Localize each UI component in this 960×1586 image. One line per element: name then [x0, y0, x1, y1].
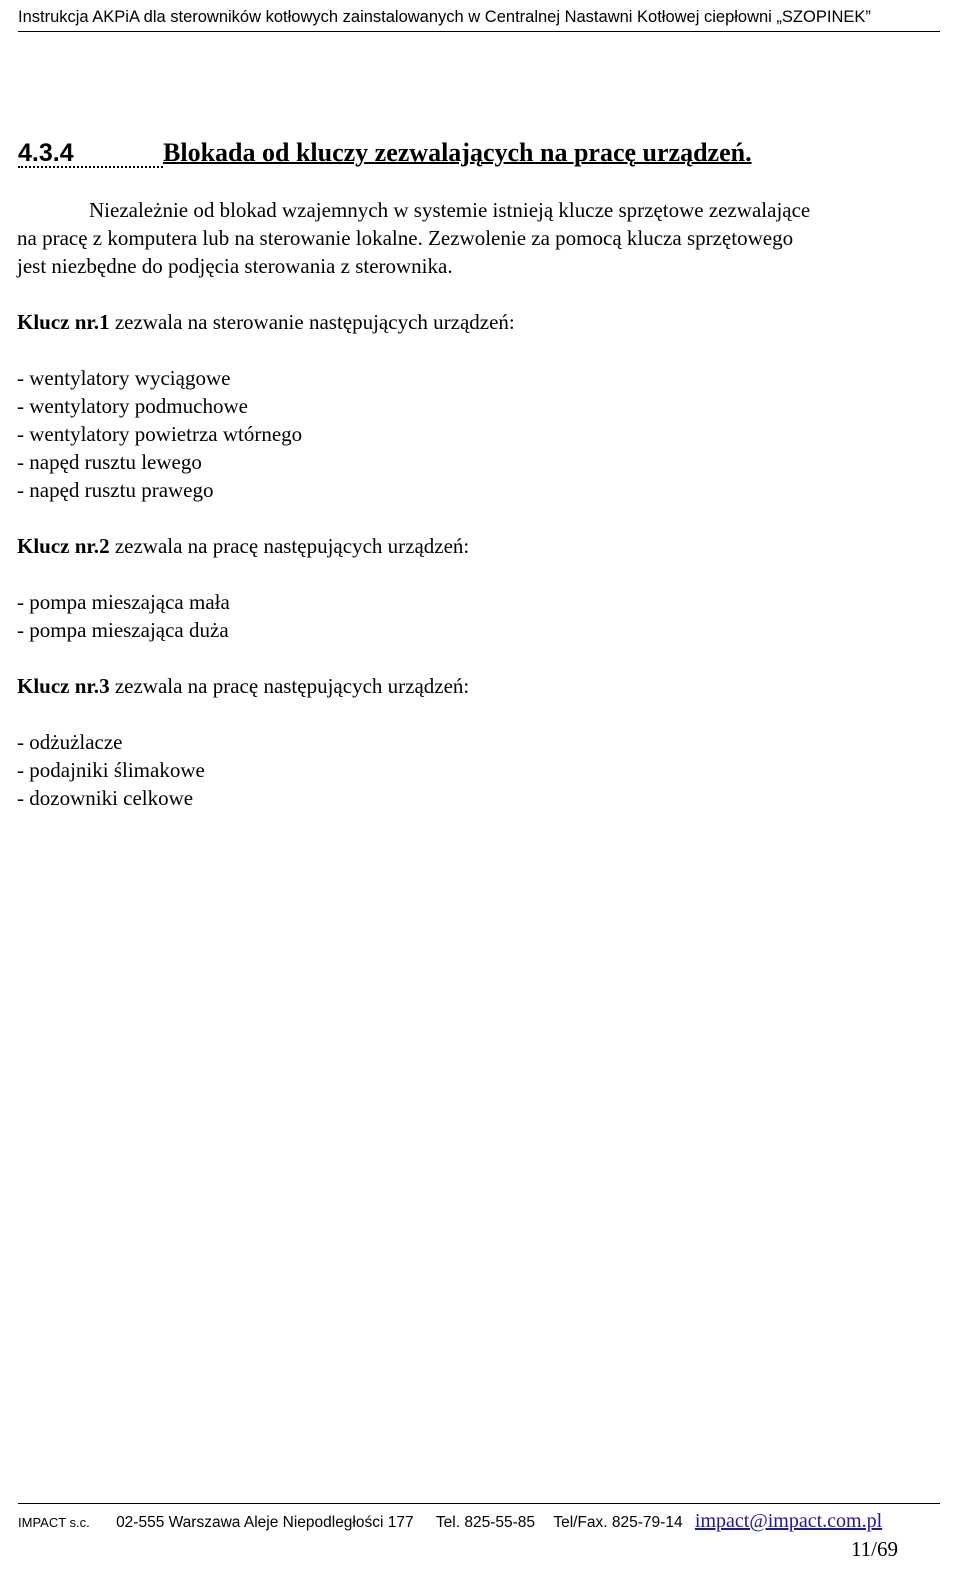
- key-1-device-list: [17, 364, 942, 504]
- intro-line: na pracę z komputera lub na sterowanie lokalne. Zezwolenie za pomocą klucza sprzętowego: [17, 226, 794, 250]
- key-label-text: Klucz nr.: [17, 310, 100, 334]
- list-item: - dozowniki celkowe: [17, 786, 194, 810]
- intro-paragraph: [17, 196, 942, 280]
- footer-company: IMPACT s.c.: [18, 1515, 90, 1530]
- key-number: 1: [99, 310, 110, 334]
- key-2-line: [17, 532, 942, 560]
- list-item: - napęd rusztu prawego: [17, 478, 214, 502]
- section-number: 4.3.4: [18, 140, 163, 168]
- page-header: [18, 6, 940, 32]
- footer-address: 02-555 Warszawa Aleje Niepodległości 177: [116, 1514, 414, 1531]
- key-3-device-list: [17, 728, 942, 812]
- intro-line: Niezależnie od blokad wzajemnych w systemie istnieją klucze sprzętowe zezwalające: [89, 198, 811, 222]
- list-item: - pompa mieszająca mała: [17, 590, 230, 614]
- key-label-text: Klucz nr.: [17, 674, 100, 698]
- footer-email-link[interactable]: impact@impact.com.pl: [694, 1510, 883, 1532]
- list-item: - napęd rusztu lewego: [17, 450, 202, 474]
- list-item: - podajniki ślimakowe: [17, 758, 205, 782]
- list-item: - pompa mieszająca duża: [17, 618, 229, 642]
- footer-fax: Tel/Fax. 825-79-14: [553, 1514, 683, 1531]
- list-item: - wentylatory podmuchowe: [17, 394, 248, 418]
- key-1-line: [17, 308, 942, 336]
- key-2-device-list: [17, 588, 942, 644]
- key-description: zezwala na pracę następujących urządzeń:: [109, 674, 470, 698]
- page-footer: [18, 1503, 940, 1561]
- key-description: zezwala na sterowanie następujących urządzeń:: [109, 310, 515, 334]
- key-label: [17, 674, 110, 698]
- intro-line: jest niezbędne do podjęcia sterowania z sterownika.: [17, 254, 453, 278]
- key-label-text: Klucz nr.: [17, 534, 100, 558]
- key-number: 3: [99, 674, 110, 698]
- section-heading: [18, 136, 940, 170]
- key-label: [17, 534, 110, 558]
- section-title: Blokada od kluczy zezwalających na pracę urządzeń.: [163, 138, 752, 167]
- header-text: Instrukcja AKPiA dla sterowników kotłowych zainstalowanych w Centralnej Nastawni Kotłowej ciepłowni „SZOPINEK”: [18, 8, 871, 26]
- page-number: 11/69: [850, 1537, 898, 1561]
- list-item: - wentylatory powietrza wtórnego: [17, 422, 303, 446]
- list-item: - wentylatory wyciągowe: [17, 366, 231, 390]
- key-3-line: [17, 672, 942, 700]
- footer-contact-line: [18, 1510, 940, 1534]
- key-label: [17, 310, 110, 334]
- footer-phone: Tel. 825-55-85: [435, 1514, 536, 1531]
- key-number: 2: [99, 534, 110, 558]
- list-item: - odżużlacze: [17, 730, 123, 754]
- key-description: zezwala na pracę następujących urządzeń:: [109, 534, 470, 558]
